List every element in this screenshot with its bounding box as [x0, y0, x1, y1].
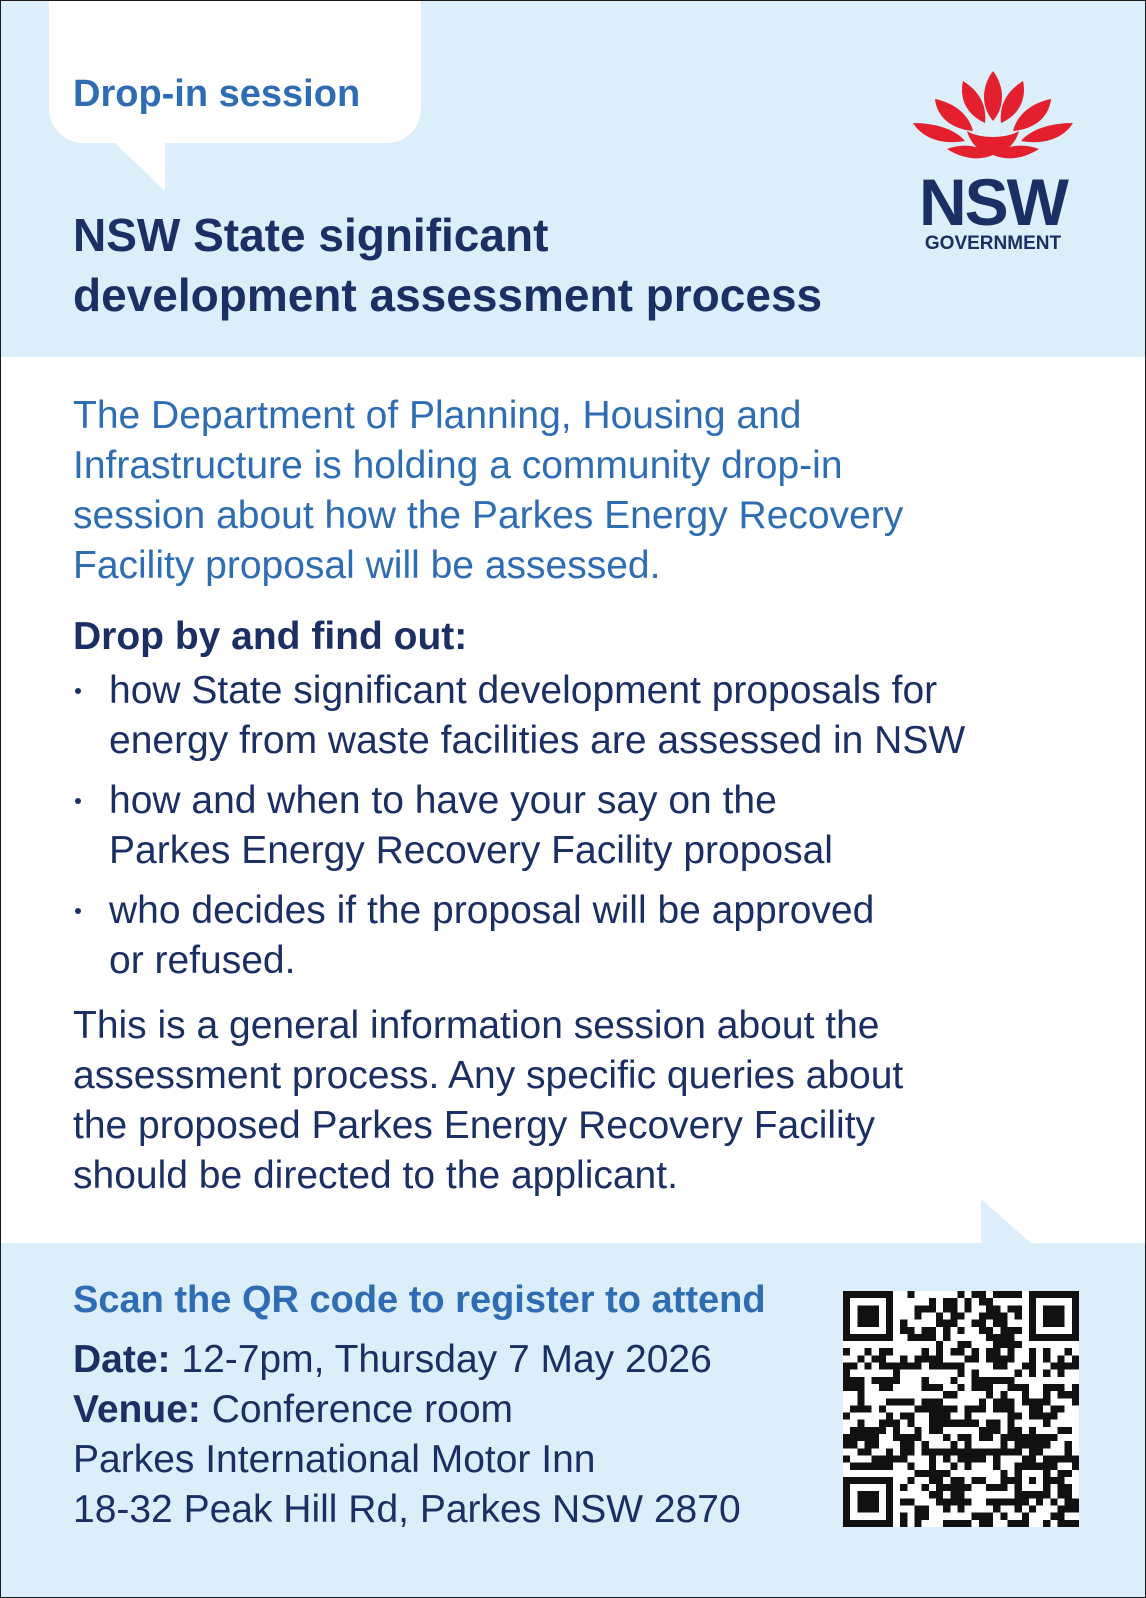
- list-item: [73, 776, 1123, 876]
- title-line: NSW State significant: [73, 209, 549, 261]
- address-line: 18-32 Peak Hill Rd, Parkes NSW 2870: [73, 1488, 741, 1531]
- logo-word: NSW: [919, 165, 1067, 239]
- venue-row: [73, 1385, 813, 1435]
- waratah-icon: [907, 69, 1079, 169]
- general-info-note: [73, 1001, 1083, 1201]
- date-label: Date:: [73, 1338, 171, 1381]
- section-heading: Drop by and find out:: [73, 615, 468, 658]
- intro-line: The Department of Planning, Housing and: [73, 394, 802, 437]
- note-line: the proposed Parkes Energy Recovery Facility: [73, 1104, 876, 1147]
- date-row: [73, 1335, 813, 1385]
- bullet-icon: [75, 908, 81, 914]
- info-bullet-list: [73, 666, 1123, 996]
- venue-value: Conference room: [211, 1388, 514, 1431]
- list-item-line: how and when to have your say on the: [109, 779, 777, 822]
- note-line: should be directed to the applicant.: [73, 1154, 678, 1197]
- event-type-badge: Drop-in session: [73, 73, 361, 115]
- date-value: 12-7pm, Thursday 7 May 2026: [181, 1338, 712, 1381]
- note-line: assessment process. Any specific queries about: [73, 1054, 904, 1097]
- list-item-line: who decides if the proposal will be approved: [109, 889, 875, 932]
- list-item-line: Parkes Energy Recovery Facility proposal: [109, 829, 833, 872]
- footer-bubble-tail: [981, 1199, 1033, 1245]
- page-title: [73, 205, 893, 325]
- address-line: Parkes International Motor Inn: [73, 1438, 596, 1481]
- list-item: [73, 666, 1123, 766]
- intro-line: Facility proposal will be assessed.: [73, 544, 661, 587]
- note-line: This is a general information session about the: [73, 1004, 880, 1047]
- list-item-line: energy from waste facilities are assessed in NSW: [109, 719, 966, 762]
- event-details: [73, 1335, 813, 1535]
- title-line: development assessment process: [73, 269, 823, 321]
- list-item: [73, 886, 1123, 986]
- speech-bubble: [49, 1, 421, 143]
- intro-paragraph: [73, 391, 1083, 591]
- qr-code-icon[interactable]: [843, 1291, 1079, 1527]
- bullet-icon: [75, 688, 81, 694]
- intro-line: Infrastructure is holding a community drop-in: [73, 444, 843, 487]
- logo-subtitle: GOVERNMENT: [924, 233, 1062, 254]
- register-call-to-action: Scan the QR code to register to attend: [73, 1279, 766, 1321]
- venue-label: Venue:: [73, 1388, 201, 1431]
- nsw-government-logo: [907, 69, 1079, 259]
- bullet-icon: [75, 798, 81, 804]
- intro-line: session about how the Parkes Energy Recovery: [73, 494, 904, 537]
- list-item-line: or refused.: [109, 939, 296, 982]
- list-item-line: how State significant development proposals for: [109, 669, 938, 712]
